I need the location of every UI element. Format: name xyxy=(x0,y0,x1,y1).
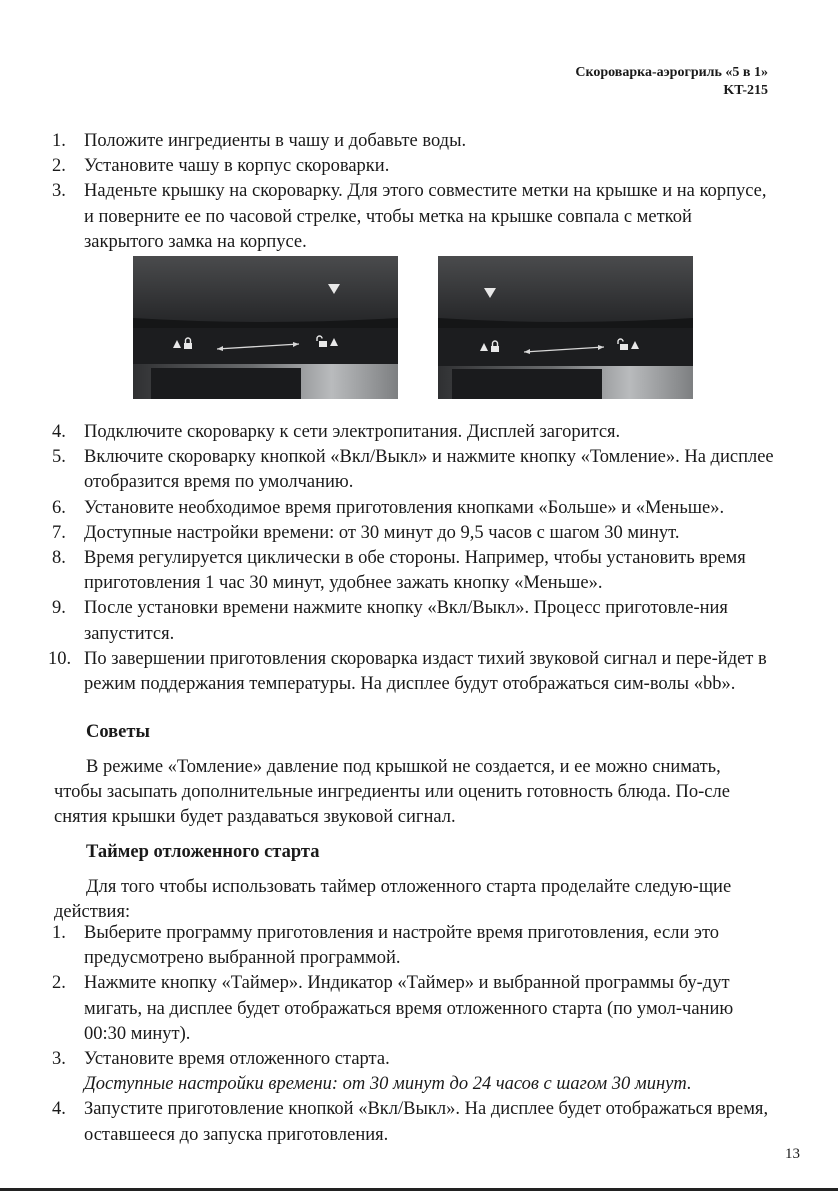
step-number: 4. xyxy=(52,1099,66,1120)
list-item xyxy=(0,921,838,971)
step-text: Установите чашу в корпус скороварки. xyxy=(84,156,390,177)
step-text: Включите скороварку кнопкой «Вкл/Выкл» и нажмите кнопку «Томление». На дисплее отобразится время по умолчанию. xyxy=(84,447,774,493)
steps-list-part2 xyxy=(0,420,838,697)
step-text: Подключите скороварку к сети электропитания. Дисплей загорится. xyxy=(84,422,621,442)
list-item xyxy=(0,129,838,154)
step-number: 6. xyxy=(52,497,66,518)
step-number: 8. xyxy=(52,548,66,569)
open-lock-icon xyxy=(319,341,327,347)
step-number: 2. xyxy=(52,156,66,177)
timer-steps-list xyxy=(0,921,838,1148)
closed-lock-icon xyxy=(491,346,499,352)
step-text: Выберите программу приготовления и настройте время приготовления, если это предусмотрено выбранной программой. xyxy=(84,923,720,969)
step-number: 9. xyxy=(52,598,66,619)
step-number: 2. xyxy=(52,973,66,994)
step-note: Доступные настройки времени: от 30 минут до 24 часов с шагом 30 минут. xyxy=(84,1074,692,1095)
step-number: 5. xyxy=(52,447,66,468)
step-text: Время регулируется циклически в обе стороны. Например, чтобы установить время приготовления 1 час 30 минут, удобнее зажать кнопку «Меньше». xyxy=(84,548,746,594)
list-item xyxy=(0,1047,838,1097)
list-item xyxy=(0,521,838,546)
list-item xyxy=(0,546,838,596)
lid-open-illustration xyxy=(133,256,398,399)
step-text: Положите ингредиенты в чашу и добавьте воды. xyxy=(84,131,467,151)
step-number: 3. xyxy=(52,181,66,202)
list-item xyxy=(0,496,838,521)
step-text: Нажмите кнопку «Таймер». Индикатор «Таймер» и выбранной программы бу-дут мигать, на дисплее будет отображаться время отложенного старта (по умол-чанию 00:30 минут). xyxy=(84,973,734,1044)
list-item xyxy=(0,154,838,179)
lid-closed-illustration xyxy=(438,256,693,399)
step-text: Установите время отложенного старта. xyxy=(84,1049,390,1070)
step-number: 1. xyxy=(52,131,66,151)
list-item xyxy=(0,179,838,255)
list-item xyxy=(0,420,838,445)
header-model: KT-215 xyxy=(723,83,768,98)
step-number: 10. xyxy=(48,648,72,669)
step-number: 1. xyxy=(52,923,66,943)
list-item xyxy=(0,647,838,697)
step-number: 4. xyxy=(52,422,66,442)
step-text: После установки времени нажмите кнопку «Вкл/Выкл». Процесс приготовле-ния запустится. xyxy=(84,598,728,644)
step-text: Запустите приготовление кнопкой «Вкл/Выкл». На дисплее будет отображаться время, оставшееся до запуска приготовления. xyxy=(84,1099,769,1145)
bottom-rule xyxy=(0,1188,838,1191)
tips-paragraph: В режиме «Томление» давление под крышкой не создается, и ее можно снимать, чтобы засыпать дополнительные ингредиенты или оценить готовность блюда. По-сле снятия крышки будет раздаваться звуковой сигнал. xyxy=(54,757,730,828)
lid-photo-closed xyxy=(438,256,693,399)
step-number: 7. xyxy=(52,522,66,543)
lid-photo-open xyxy=(133,256,398,399)
list-item xyxy=(0,971,838,1047)
closed-lock-icon xyxy=(184,343,192,349)
list-item xyxy=(0,596,838,646)
step-text: По завершении приготовления скороварка издаст тихий звуковой сигнал и пере-йдет в режим поддержания температуры. На дисплее будут отображаться сим-волы «bb». xyxy=(84,648,767,695)
open-lock-icon xyxy=(620,344,628,350)
step-text: Наденьте крышку на скороварку. Для этого совместите метки на крышке и на корпусе, и поверните ее по часовой стрелке, чтобы метка на крышке совпала с меткой закрытого замка на корпусе. xyxy=(84,181,767,252)
timer-heading: Таймер отложенного старта xyxy=(86,842,320,862)
page-number: 13 xyxy=(785,1146,800,1162)
steps-list-part1 xyxy=(0,129,838,255)
page-header xyxy=(575,64,768,100)
list-item xyxy=(0,445,838,495)
lid-alignment-photos xyxy=(0,256,838,399)
step-text: Установите необходимое время приготовления кнопками «Больше» и «Меньше». xyxy=(84,497,725,518)
step-number: 3. xyxy=(52,1049,66,1070)
tips-heading: Советы xyxy=(86,722,150,742)
timer-intro: Для того чтобы использовать таймер отложенного старта проделайте следую-щие действия: xyxy=(54,877,732,923)
list-item xyxy=(0,1097,838,1147)
header-product-name: Скороварка-аэрогриль «5 в 1» xyxy=(575,65,768,80)
step-text: Доступные настройки времени: от 30 минут до 9,5 часов с шагом 30 минут. xyxy=(84,522,680,543)
